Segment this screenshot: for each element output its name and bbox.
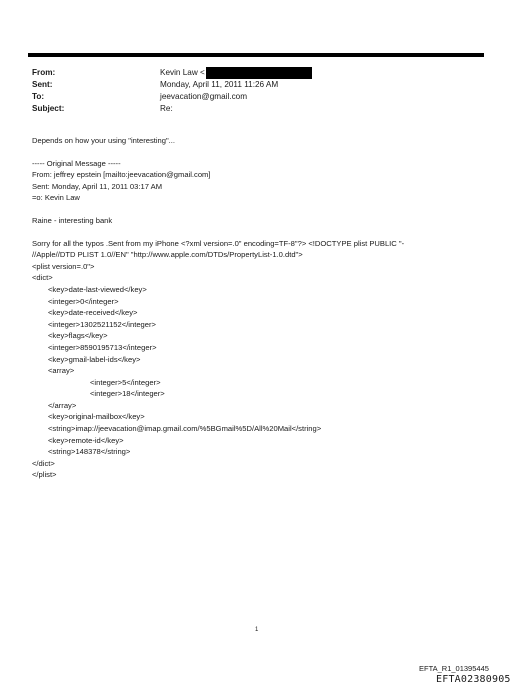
plist-line: <string>148378</string> [48,447,131,457]
plist-line: <key>gmail-label-ids</key> [48,354,141,364]
plist-line: <integer>8590195713</integer> [48,342,157,352]
plist-line: <array> [48,366,75,376]
from-name: Kevin Law < [160,68,205,77]
to-row [32,91,472,103]
dict-open: <dict> [32,273,53,283]
dict-close: </dict> [32,458,55,468]
plist-line: <key>remote-id</key> [48,435,124,445]
redaction-box [206,67,312,79]
subject-label: Subject: [32,104,65,113]
sent-label: Sent: [32,80,53,89]
original-message-text: Raine - interesting bank [32,215,113,225]
plist-open: <plist version=.0"> [32,261,95,271]
plist-line: <key>date-received</key> [48,308,138,318]
original-from: From: jeffrey epstein [mailto:jeevacation@gmail.com] [32,170,211,180]
to-label: To: [32,92,45,101]
email-body [32,135,484,481]
from-value [160,67,312,79]
plist-close: </plist> [32,470,57,480]
plist-line: <string>imap://jeevacation@imap.gmail.com/%5BGmail%5D/All%20Mail</string> [48,424,322,434]
plist-line: </array> [48,400,77,410]
plist-line: <integer>18</integer> [90,389,165,399]
original-sent: Sent: Monday, April 11, 2011 03:17 AM [32,181,163,191]
page-number: 1 [255,627,259,633]
signature-line-1: Sorry for all the typos .Sent from my iPhone <?xml version=.0" encoding=TF-8"?> <!DOCTYPE plist PUBLIC "- [32,238,405,248]
plist-line: <key>original-mailbox</key> [48,412,145,422]
bates-number-2: EFTA02380905 [436,674,511,685]
subject-value: Re: [160,104,173,113]
plist-line: <key>flags</key> [48,331,108,341]
to-value: jeevacation@gmail.com [160,92,248,101]
reply-text: Depends on how your using "interesting"... [32,136,176,145]
signature-line-2: //Apple//DTD PLIST 1.0//EN" "http://www.apple.com/DTDs/PropertyList-1.0.dtd"> [32,250,303,260]
email-header [32,67,472,115]
sent-row [32,79,472,91]
original-to: =o: Kevin Law [32,193,80,203]
from-row [32,67,472,79]
subject-row [32,103,472,115]
plist-line: <key>date-last-viewed</key> [48,284,147,294]
plist-line: <integer>0</integer> [48,296,119,306]
from-label: From: [32,68,56,77]
bates-number-1: EFTA_R1_01395445 [419,664,489,673]
header-divider [28,53,484,57]
original-message-marker: ----- Original Message ----- [32,158,121,168]
plist-line: <integer>1302521152</integer> [48,319,156,329]
plist-line: <integer>5</integer> [90,377,161,387]
sent-value: Monday, April 11, 2011 11:26 AM [160,80,279,89]
